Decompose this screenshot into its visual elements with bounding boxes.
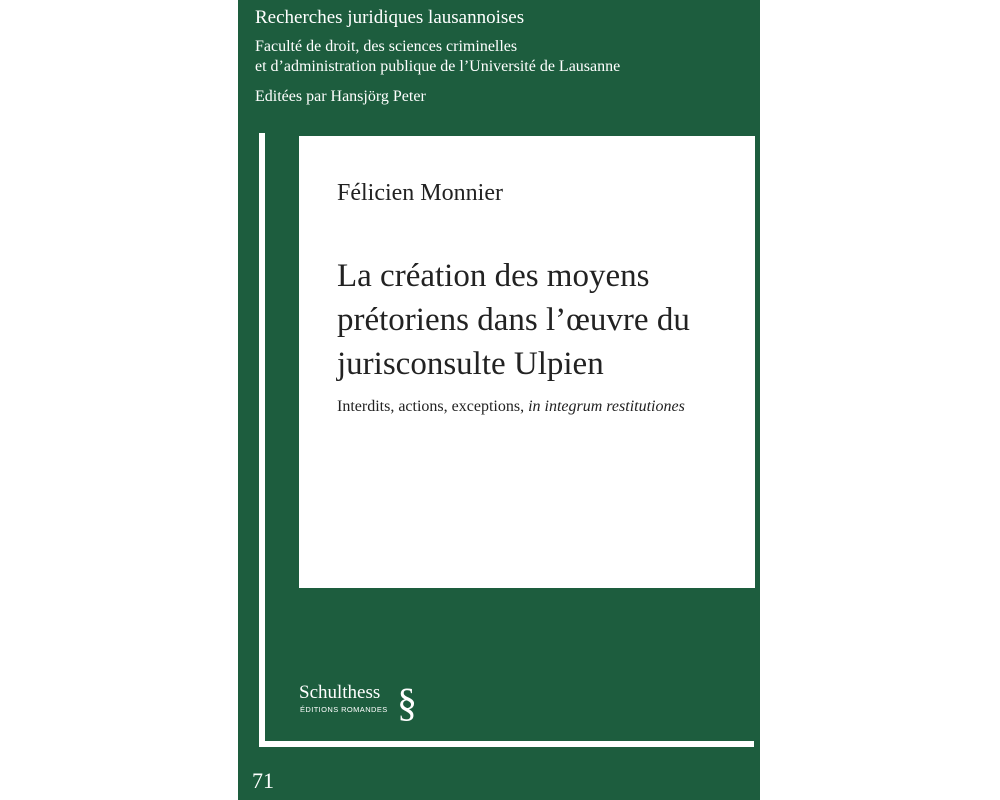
title-panel xyxy=(299,136,755,588)
subtitle-italic: in integrum restitutiones xyxy=(528,398,685,415)
book-subtitle xyxy=(337,396,685,418)
subtitle-regular: Interdits, actions, exceptions, xyxy=(337,398,529,415)
faculty-line-1: Faculté de droit, des sciences criminelles xyxy=(255,38,518,55)
editor-line: Editées par Hansjörg Peter xyxy=(255,88,426,105)
frame-horizontal-rule xyxy=(259,741,754,747)
book-cover xyxy=(238,0,760,800)
book-title-line-2: prétoriens dans l’œuvre du xyxy=(337,302,690,338)
section-sign-icon: § xyxy=(397,680,417,725)
author-name: Félicien Monnier xyxy=(337,180,503,206)
volume-number: 71 xyxy=(252,768,274,793)
series-title: Recherches juridiques lausannoises xyxy=(255,7,525,28)
book-title-line-1: La création des moyens xyxy=(337,258,650,294)
faculty-line-2: et d’administration publique de l’Université de Lausanne xyxy=(255,58,621,75)
book-title xyxy=(337,254,747,386)
frame-vertical-rule xyxy=(259,133,265,747)
publisher-name: Schulthess xyxy=(299,682,381,703)
publisher-imprint: ÉDITIONS ROMANDES xyxy=(300,705,388,714)
book-title-line-3: jurisconsulte Ulpien xyxy=(337,346,604,382)
